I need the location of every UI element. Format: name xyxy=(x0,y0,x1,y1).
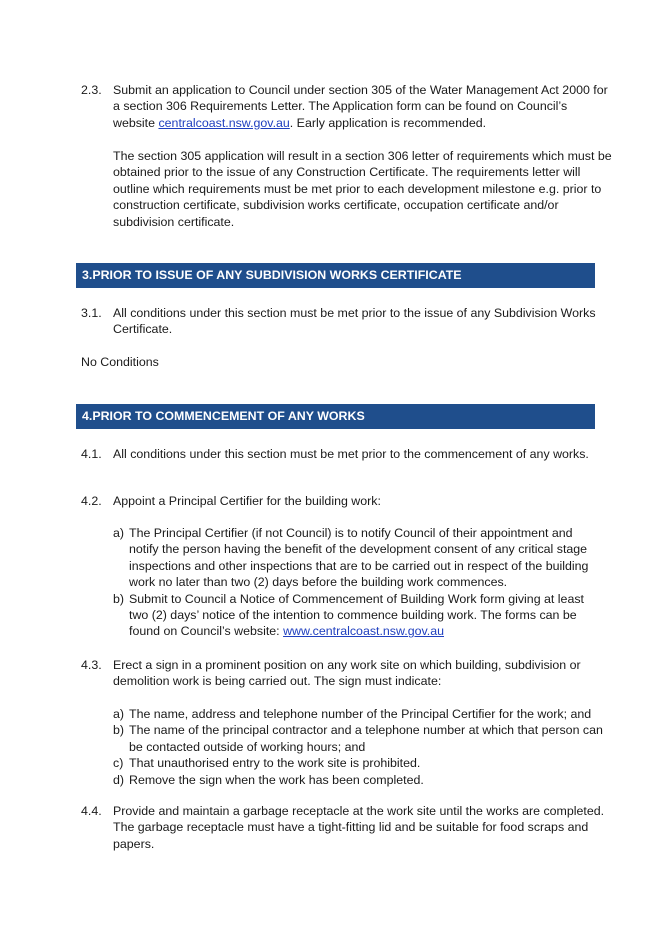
clause-number: 2.3. xyxy=(81,83,102,97)
clause-4-2-list xyxy=(113,525,603,640)
clause-number: 4.1. xyxy=(81,447,102,461)
list-item-text: The Principal Certifier (if not Council) is to notify Council of their appointment and notify the person having the benefit of the development consent of any critical stage inspections and other inspections that are to be carried out in respect of the building work no later than two (2) days before the building work commences. xyxy=(129,526,589,590)
list-item-text xyxy=(129,591,603,640)
section-3-heading: 3.PRIOR TO ISSUE OF ANY SUBDIVISION WORKS CERTIFICATE xyxy=(76,263,595,288)
clause-text: Provide and maintain a garbage receptacle at the work site until the works are completed. The garbage receptacle must have a tight-fitting lid and be suitable for food scraps and papers. xyxy=(113,804,605,851)
no-conditions-text: No Conditions xyxy=(81,355,159,369)
clause-text-part: . Early application is recommended. xyxy=(289,115,487,130)
council-forms-link[interactable]: www.centralcoast.nsw.gov.au xyxy=(283,624,444,639)
clause-text: Erect a sign in a prominent position on any work site on which building, subdivision or demolition work is being carried out. The sign must indicate: xyxy=(113,658,581,689)
list-item-letter: d) xyxy=(113,772,125,787)
list-item-text: Remove the sign when the work has been completed. xyxy=(129,772,424,787)
clause-2-3 xyxy=(81,82,611,131)
list-item-text: The name of the principal contractor and a telephone number at which that person can be contacted outside of working hours; and xyxy=(129,723,603,754)
list-item-text: That unauthorised entry to the work site is prohibited. xyxy=(129,756,421,771)
list-item-letter: b) xyxy=(113,591,125,606)
list-item-letter: c) xyxy=(113,756,124,771)
list-item-text: The name, address and telephone number of the Principal Certifier for the work; and xyxy=(129,707,592,721)
clause-text: All conditions under this section must be met prior to the issue of any Subdivision Works Certificate. xyxy=(113,306,596,337)
section-4-heading: 4.PRIOR TO COMMENCEMENT OF ANY WORKS xyxy=(76,404,595,429)
list-item-letter: a) xyxy=(113,526,125,540)
clause-3-1 xyxy=(81,305,611,338)
list-item-letter: a) xyxy=(113,707,125,721)
council-website-link[interactable]: centralcoast.nsw.gov.au xyxy=(158,115,290,130)
list-item xyxy=(113,772,603,788)
clause-number: 4.4. xyxy=(81,804,102,818)
list-item-letter: b) xyxy=(113,723,125,738)
clause-number: 4.3. xyxy=(81,658,102,672)
clause-4-3 xyxy=(81,657,611,690)
list-item xyxy=(113,722,603,755)
clause-text: All conditions under this section must be met prior to the commencement of any works. xyxy=(113,447,589,461)
clause-2-3-paragraph: The section 305 application will result in a section 306 letter of requirements which must be obtained prior to the issue of any Construction Certificate. The requirements letter will outline which requirements must be met prior to each development milestone e.g. prior to construction certificate, subdivision works certificate, occupation certificate and/or subdivision certificate. xyxy=(113,149,612,229)
list-item-text-part: Submit to Council a Notice of Commencement of Building Work form giving at least two (2) days’ notice of the intention to commence building work. The forms can be found on Council’s website: xyxy=(129,591,584,639)
list-item xyxy=(113,706,603,722)
list-item xyxy=(113,755,603,771)
clause-number: 3.1. xyxy=(81,306,102,320)
list-item xyxy=(113,591,603,640)
clause-number: 4.2. xyxy=(81,494,102,508)
list-item xyxy=(113,525,603,591)
clause-4-3-list xyxy=(113,706,603,788)
clause-4-2 xyxy=(81,493,611,509)
clause-4-4 xyxy=(81,803,611,852)
clause-4-1 xyxy=(81,446,611,462)
clause-text-part: Submit an application to Council under section 305 of the Water Management Act 2000 for a section 306 Requirements Letter. The Application form can be found on Council’s website xyxy=(113,83,608,130)
clause-text xyxy=(113,82,611,131)
clause-text: Appoint a Principal Certifier for the building work: xyxy=(113,494,381,508)
